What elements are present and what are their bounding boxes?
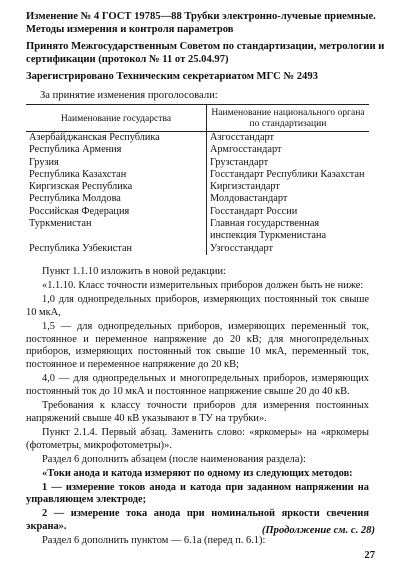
- paragraph: Раздел 6 дополнить абзацем (после наименования раздела):: [42, 453, 306, 465]
- table-row: [26, 169, 369, 181]
- paragraph: Требования к классу точности приборов для измерения постоянных напряжений свыше 40 кВ указывают в ТУ на трубки».: [26, 400, 369, 424]
- state-cell: Киргизская Республика: [26, 181, 207, 193]
- org-cell: Госстандарт Республики Казахстан: [210, 168, 365, 180]
- voting-table: [26, 104, 369, 255]
- state-cell: Российская Федерация: [26, 206, 207, 218]
- state-cell: Республика Казахстан: [26, 169, 207, 181]
- paragraph: 2 — измерение тока анода при номинальной яркости свечения экрана».: [26, 508, 369, 533]
- header-registered: Зарегистрировано Техническим секретариатом МГС № 2493: [26, 71, 318, 83]
- org-cell: Молдовастандарт: [210, 193, 288, 205]
- org-cell: Госстандарт России: [210, 205, 298, 217]
- org-cell: Киргизстандарт: [210, 181, 280, 193]
- page-number: 27: [364, 550, 375, 561]
- table-row: [26, 157, 369, 169]
- org-cell: Главная государственная инспекция Туркменистана: [210, 218, 327, 242]
- header-adopted-line2: сертификации (протокол № 11 от 25.04.97): [26, 53, 229, 65]
- voting-intro: За принятие изменения проголосовали:: [40, 90, 218, 101]
- org-cell: Армгосстандарт: [210, 144, 282, 156]
- table-row: [26, 243, 369, 255]
- paragraph: Пункт 2.1.4. Первый абзац. Заменить слово: «яркомеры» на «яркомеры (фотометры, микрофотометры)».: [26, 426, 369, 451]
- paragraph: «Токи анода и катода измеряют по одному из следующих методов:: [42, 467, 353, 479]
- paragraph: Пункт 1.1.10 изложить в новой редакции:: [42, 266, 226, 277]
- paragraph: 4,0 — для однопредельных и многопредельных приборов, измеряющих постоянный ток до 10 мкА и постоянное напряжение свыше 20 до 40 кВ.: [26, 373, 369, 398]
- col-header-organization: Наименование национального органа по стандартизации: [207, 105, 370, 132]
- amendment-header: [26, 11, 386, 84]
- table-row: [26, 181, 369, 193]
- state-cell: Туркменистан: [26, 218, 207, 243]
- table-row: [26, 218, 369, 243]
- org-cell: Узгосстандарт: [210, 242, 273, 254]
- header-title-line1: Изменение № 4 ГОСТ 19785—88 Трубки электронно-лучевые приемные.: [26, 11, 376, 22]
- paragraph: Раздел 6 дополнить пунктом — 6.1а (перед п. 6.1):: [42, 535, 266, 547]
- table-row: [26, 132, 369, 145]
- org-cell: Грузстандарт: [210, 156, 269, 168]
- paragraph: 1,5 — для однопредельных приборов, измеряющих переменный ток, постоянное и переменное напряжение до 20 кВ; для многопредельных приборов, измеряющих постоянный ток свыше 10 мкА, переменный ток, постоянное и переменное напряжение до 20 кВ;: [26, 320, 369, 371]
- table-row: [26, 193, 369, 205]
- header-adopted-line1: Принято Межгосударственным Советом по стандартизации, метрологии и: [26, 41, 385, 53]
- state-cell: Республика Узбекистан: [26, 243, 207, 255]
- table-row: [26, 206, 369, 218]
- table-row: [26, 144, 369, 156]
- paragraph: «1.1.10. Класс точности измерительных приборов должен быть не ниже:: [42, 279, 364, 291]
- org-cell: Азгосстандарт: [210, 132, 275, 143]
- state-cell: Азербайджанская Республика: [26, 132, 207, 145]
- state-cell: Республика Армения: [26, 144, 207, 156]
- col-header-state: Наименование государства: [26, 105, 207, 132]
- continuation-note: (Продолжение см. с. 28): [261, 525, 375, 536]
- state-cell: Грузия: [26, 157, 207, 169]
- paragraph: 1,0 для однопредельных приборов, измеряющих постоянный ток свыше 10 мкА,: [26, 293, 369, 318]
- paragraph: 1 — измерение токов анода и катода при заданном напряжении на управляющем электроде;: [26, 481, 369, 506]
- amendment-body: [26, 266, 369, 549]
- state-cell: Республика Молдова: [26, 193, 207, 205]
- header-title-line2: Методы измерения и контроля параметров: [26, 23, 234, 35]
